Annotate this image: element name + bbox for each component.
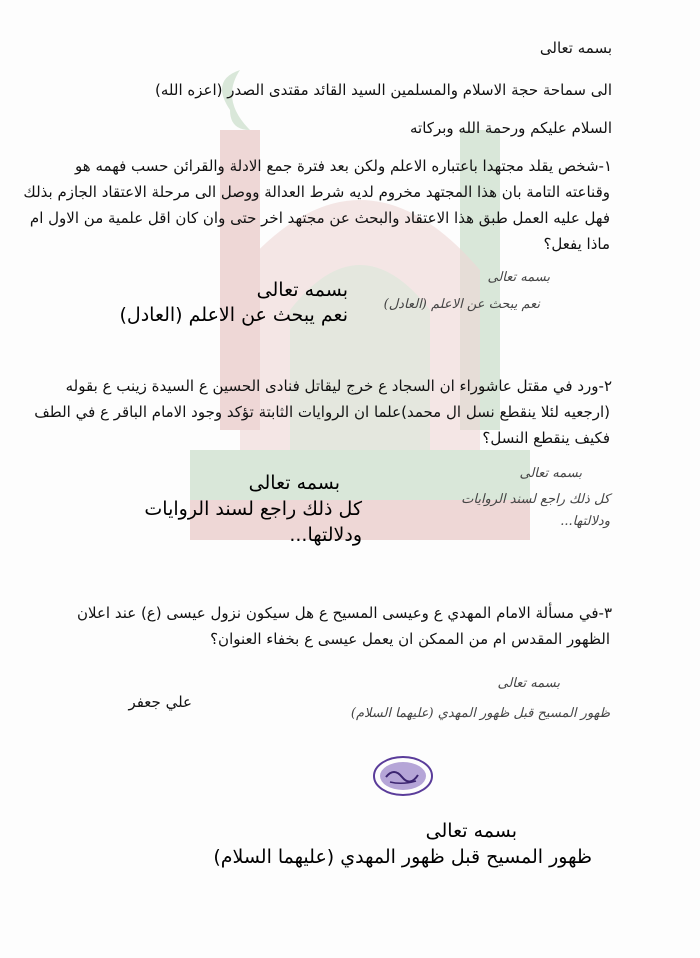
answer2-line2: ودلالتها... <box>289 524 362 546</box>
question1-line1: ١-شخص يقلد مجتهدا باعتباره الاعلم ولكن بعد فترة جمع الادلة والقرائن حسب فهمه هو <box>75 157 612 175</box>
answer3-title: بسمه تعالى <box>425 820 517 842</box>
greeting-line: السلام عليكم ورحمة الله وبركاته <box>410 119 612 137</box>
handwritten-answer1-text: نعم يبحث عن الاعلم (العادل) <box>383 297 540 312</box>
handwritten-answer3-title: بسمه تعالى <box>497 676 560 691</box>
question1-line4: ماذا يفعل؟ <box>543 235 610 253</box>
signature-name: علي جعفر <box>128 693 192 711</box>
handwritten-answer2-line2: ودلالتها... <box>560 514 610 529</box>
answer2-title: بسمه تعالى <box>248 472 340 494</box>
answer1-title: بسمه تعالى <box>256 279 348 301</box>
handwritten-answer1-title: بسمه تعالى <box>487 270 550 285</box>
addressee-line: الى سماحة حجة الاسلام والمسلمين السيد القائد مقتدى الصدر (اعزه الله) <box>155 81 612 99</box>
question1-line3: فهل عليه العمل طبق هذا الاعتقاد والبحث عن مجتهد اخر حتى وان كان اقل علمية من الاول ام <box>29 209 610 227</box>
bismillah-header: بسمه تعالى <box>539 39 612 57</box>
question2-line2: (ارجعيه لئلا ينقطع نسل ال محمد)علما ان الروايات الثابتة تؤكد وجود الامام الباقر ع في الطف <box>34 403 610 421</box>
handwritten-answer2-title: بسمه تعالى <box>519 466 582 481</box>
question1-line2: وقناعته التامة بان هذا المجتهد مخروم لديه شرط العدالة ووصل الى مرحلة الاعتقاد الجازم بذلك <box>23 183 610 201</box>
question3-line2: الظهور المقدس ام من الممكن ان يعمل عيسى ع بخفاء العنوان؟ <box>210 630 610 648</box>
handwritten-answer2-line1: كل ذلك راجع لسند الروايات <box>461 492 610 507</box>
answer2-line1: كل ذلك راجع لسند الروايات <box>144 498 362 520</box>
handwritten-answer3-text: ظهور المسيح قبل ظهور المهدي (عليهما السلام) <box>350 706 610 721</box>
answer1-text: نعم يبحث عن الاعلم (العادل) <box>119 304 348 326</box>
question3-line1: ٣-في مسألة الامام المهدي ع وعيسى المسيح ع هل سيكون نزول عيسى (ع) عند اعلان <box>76 604 612 622</box>
question2-line1: ٢-ورد في مقتل عاشوراء ان السجاد ع خرج ليقاتل فنادى الحسين ع السيدة زينب ع بقوله <box>65 377 612 395</box>
seal-stamp <box>372 755 434 797</box>
question2-line3: فكيف ينقطع النسل؟ <box>482 429 610 447</box>
answer3-text: ظهور المسيح قبل ظهور المهدي (عليهما السلام) <box>213 846 592 868</box>
